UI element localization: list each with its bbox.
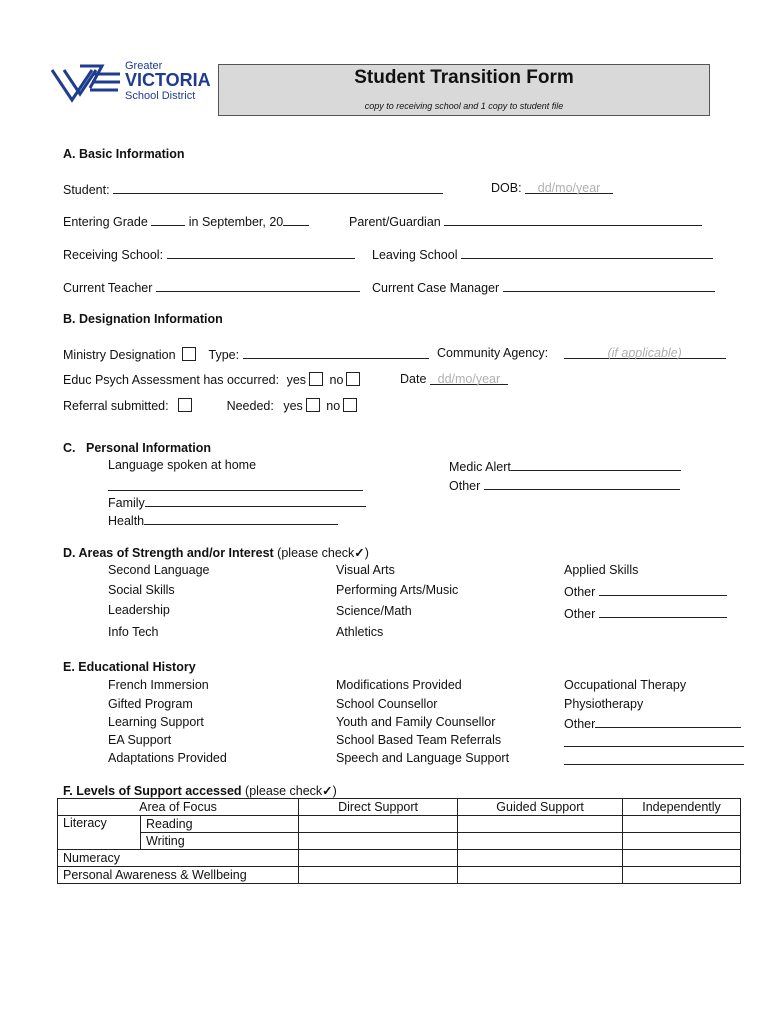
history-item[interactable]: Speech and Language Support	[336, 751, 510, 765]
strength-other-label: Other	[564, 585, 596, 599]
header-independently: Independently	[623, 799, 741, 816]
health-row	[108, 512, 338, 528]
personal-independent-cell[interactable]	[623, 867, 741, 884]
history-item[interactable]: Gifted Program	[108, 697, 193, 711]
numeracy-guided-cell[interactable]	[458, 850, 623, 867]
parent-guardian-label: Parent/Guardian	[349, 215, 441, 229]
reading-independent-cell[interactable]	[623, 816, 741, 833]
history-blank-row	[564, 752, 744, 768]
health-label: Health	[108, 514, 145, 528]
community-agency-label: Community Agency:	[437, 346, 549, 360]
case-manager-label: Current Case Manager	[372, 281, 500, 295]
writing-direct-cell[interactable]	[299, 833, 458, 850]
needed-yes-checkbox[interactable]	[306, 398, 320, 412]
strength-item[interactable]: Athletics	[336, 625, 384, 639]
table-row	[58, 850, 741, 867]
referral-row	[63, 398, 360, 413]
section-b-heading: B. Designation Information	[63, 312, 223, 326]
writing-independent-cell[interactable]	[623, 833, 741, 850]
ministry-designation-label: Ministry Designation	[63, 348, 176, 362]
language-field[interactable]	[108, 478, 363, 491]
personal-cell: Personal Awareness & Wellbeing	[58, 867, 299, 884]
reading-direct-cell[interactable]	[299, 816, 458, 833]
numeracy-independent-cell[interactable]	[623, 850, 741, 867]
dob-label: DOB:	[491, 181, 522, 195]
date-label: Date	[400, 372, 427, 386]
educ-psych-no-label: no	[329, 373, 344, 387]
ministry-designation-row	[63, 346, 429, 362]
writing-guided-cell[interactable]	[458, 833, 623, 850]
strength-item[interactable]: Performing Arts/Music	[336, 583, 459, 597]
medic-alert-field[interactable]	[511, 458, 681, 471]
strength-item[interactable]: Second Language	[108, 563, 210, 577]
strength-other-row	[564, 605, 727, 621]
history-other-label: Other	[564, 717, 596, 731]
date-field[interactable]: dd/mo/year	[430, 372, 508, 385]
numeracy-direct-cell[interactable]	[299, 850, 458, 867]
section-e-heading: E. Educational History	[63, 660, 196, 674]
current-teacher-row	[63, 279, 360, 295]
strength-item[interactable]: Leadership	[108, 603, 170, 617]
other-medical-field[interactable]	[484, 477, 680, 490]
table-header-row	[58, 799, 741, 816]
strength-item[interactable]: Info Tech	[108, 625, 159, 639]
section-d-heading-row: D. Areas of Strength and/or Interest (please check✓)	[63, 546, 369, 560]
history-item[interactable]: Modifications Provided	[336, 678, 462, 692]
student-field[interactable]	[113, 181, 443, 194]
reading-cell: Reading	[141, 816, 299, 833]
educ-psych-yes-label: yes	[286, 373, 307, 387]
title-box	[218, 64, 710, 116]
personal-guided-cell[interactable]	[458, 867, 623, 884]
dob-field[interactable]: dd/mo/year	[525, 181, 613, 194]
language-label: Language spoken at home	[108, 458, 257, 472]
entering-grade-row	[63, 213, 309, 229]
educ-psych-no-checkbox[interactable]	[346, 372, 360, 386]
strength-item[interactable]: Social Skills	[108, 583, 175, 597]
support-table	[57, 798, 741, 884]
history-item[interactable]: Learning Support	[108, 715, 204, 729]
literacy-cell: Literacy	[58, 816, 141, 850]
history-item[interactable]: School Counsellor	[336, 697, 438, 711]
header-direct-support: Direct Support	[299, 799, 458, 816]
history-item[interactable]: French Immersion	[108, 678, 209, 692]
parent-guardian-row	[349, 213, 702, 229]
history-item[interactable]: Adaptations Provided	[108, 751, 227, 765]
checkmark-icon: ✓	[322, 784, 333, 798]
in-september-label: in September, 20	[188, 215, 284, 229]
receiving-school-label: Receiving School:	[63, 248, 164, 262]
year-field[interactable]	[283, 213, 309, 226]
history-item[interactable]: Occupational Therapy	[564, 678, 687, 692]
needed-label: Needed:	[226, 399, 274, 413]
parent-guardian-field[interactable]	[444, 213, 702, 226]
logo-line-school-district: School District	[125, 90, 196, 102]
history-other-row	[564, 715, 741, 731]
strength-item[interactable]: Science/Math	[336, 604, 412, 618]
table-row	[58, 833, 741, 850]
family-field[interactable]	[145, 494, 366, 507]
health-field[interactable]	[144, 512, 338, 525]
student-row	[63, 181, 443, 197]
medic-alert-label: Medic Alert	[449, 460, 511, 474]
history-item[interactable]: School Based Team Referrals	[336, 733, 502, 747]
needed-no-label: no	[326, 399, 341, 413]
needed-no-checkbox[interactable]	[343, 398, 357, 412]
type-label: Type:	[208, 348, 240, 362]
other-medical-label: Other	[449, 479, 481, 493]
type-field[interactable]	[243, 346, 429, 359]
writing-cell: Writing	[141, 833, 299, 850]
community-agency-row	[437, 346, 726, 360]
strength-other-field[interactable]	[599, 583, 727, 596]
educ-psych-label: Educ Psych Assessment has occurred:	[63, 373, 280, 387]
leaving-school-label: Leaving School	[372, 248, 458, 262]
educ-psych-row	[63, 372, 363, 387]
form-subtitle: copy to receiving school and 1 copy to student file	[364, 101, 564, 111]
section-c-number: C.	[63, 441, 76, 455]
language-row	[108, 478, 363, 494]
table-row	[58, 867, 741, 884]
strength-item[interactable]: Applied Skills	[564, 563, 639, 577]
current-teacher-field[interactable]	[156, 279, 360, 292]
entering-grade-label: Entering Grade	[63, 215, 148, 229]
history-blank-field[interactable]	[564, 752, 744, 765]
history-item[interactable]: Youth and Family Counsellor	[336, 715, 496, 729]
form-title: Student Transition Form	[354, 67, 574, 88]
history-blank-row	[564, 734, 744, 750]
section-a-heading: A. Basic Information	[63, 147, 185, 161]
current-teacher-label: Current Teacher	[63, 281, 153, 295]
strength-other-field[interactable]	[599, 605, 727, 618]
school-district-logo	[50, 58, 215, 110]
referral-label: Referral submitted:	[63, 399, 169, 413]
section-d-note: (please check	[277, 546, 355, 560]
strength-other-label: Other	[564, 607, 596, 621]
section-f-heading-row: F. Levels of Support accessed (please check✓)	[63, 784, 337, 798]
family-label: Family	[108, 496, 145, 510]
section-c-heading: Personal Information	[86, 441, 212, 455]
entering-grade-field[interactable]	[151, 213, 185, 226]
logo-line-victoria: VICTORIA	[125, 70, 211, 90]
educ-psych-yes-checkbox[interactable]	[309, 372, 323, 386]
date-row	[400, 372, 508, 386]
section-f-heading: F. Levels of Support accessed	[63, 784, 242, 798]
strength-other-row	[564, 583, 727, 599]
needed-yes-label: yes	[283, 399, 303, 413]
case-manager-row	[372, 279, 715, 295]
numeracy-cell: Numeracy	[58, 850, 299, 867]
history-other-field[interactable]	[595, 715, 741, 728]
other-medical-row	[449, 477, 680, 493]
family-row	[108, 494, 366, 510]
ministry-designation-checkbox[interactable]	[182, 347, 196, 361]
leaving-school-row	[372, 246, 713, 262]
medic-alert-row	[449, 458, 681, 474]
section-d-heading: D. Areas of Strength and/or Interest	[63, 546, 274, 560]
dob-row	[491, 181, 613, 195]
table-row	[58, 816, 741, 833]
community-agency-field[interactable]: (if applicable)	[564, 346, 726, 359]
history-blank-field[interactable]	[564, 734, 744, 747]
header-area-of-focus: Area of Focus	[58, 799, 299, 816]
receiving-school-row	[63, 246, 355, 262]
leaving-school-field[interactable]	[461, 246, 713, 259]
logo-line-greater: Greater	[125, 60, 163, 72]
checkmark-icon: ✓	[354, 546, 365, 560]
reading-guided-cell[interactable]	[458, 816, 623, 833]
referral-checkbox[interactable]	[178, 398, 192, 412]
header-guided-support: Guided Support	[458, 799, 623, 816]
section-f-note: (please check	[245, 784, 323, 798]
history-item[interactable]: EA Support	[108, 733, 172, 747]
strength-item[interactable]: Visual Arts	[336, 563, 395, 577]
personal-direct-cell[interactable]	[299, 867, 458, 884]
student-label: Student:	[63, 183, 110, 197]
receiving-school-field[interactable]	[167, 246, 355, 259]
case-manager-field[interactable]	[503, 279, 715, 292]
history-item[interactable]: Physiotherapy	[564, 697, 644, 711]
